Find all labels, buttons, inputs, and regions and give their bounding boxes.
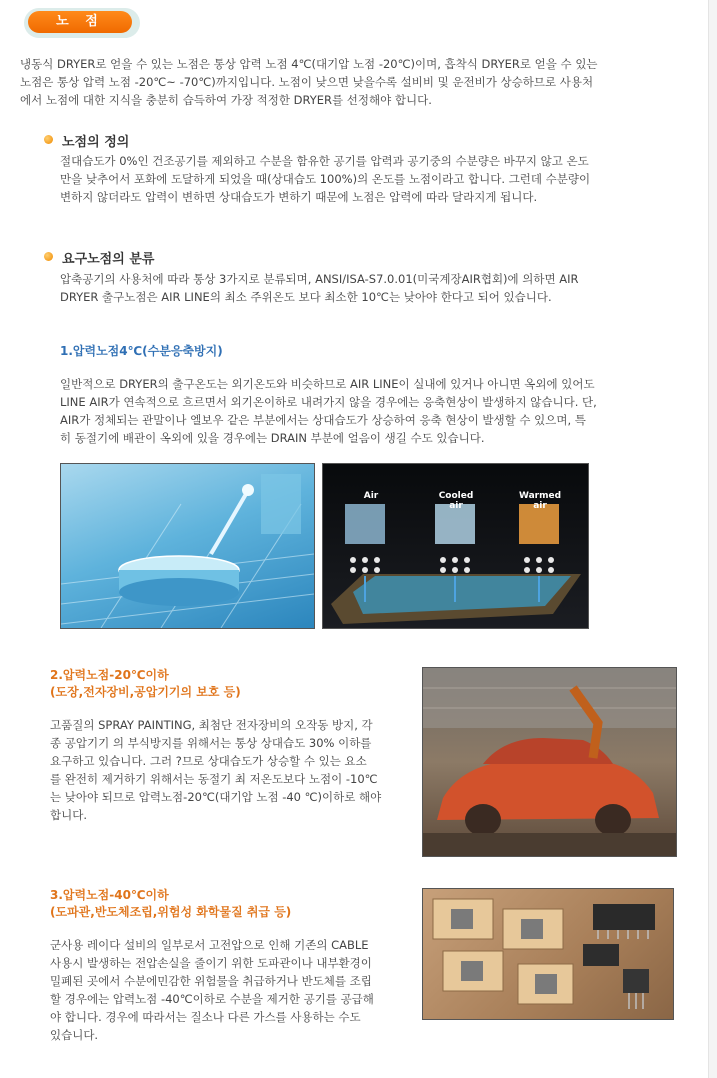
dew-point-diagram	[322, 463, 589, 629]
intro-paragraph: 냉동식 DRYER로 얻을 수 있는 노점은 통상 압력 노점 4℃(대기압 노점 -20℃)이며, 흡착식 DRYER로 얻을 수 있는 노점은 통상 압력 노점 -20℃~ -70℃)까지입니다. 노점이 낮으면 낮을수록 설비비 및 운전비가 상승하므로 사용처 에서 노점에 대한 지식을 충분히 습득하여 가장 적정한 DRYER를 선정해야 합니다.	[20, 57, 598, 107]
diagram-label-cooled-air: Cooled air	[438, 491, 474, 511]
section-heading-definition: 노점의 정의	[62, 135, 130, 150]
page-title: 노 점	[28, 11, 132, 33]
item1-heading: 1.압력노점4℃(수분응축방지)	[60, 344, 223, 358]
semiconductor-photo	[422, 888, 674, 1020]
section-body-definition: 절대습도가 0%인 건조공기를 제외하고 수분을 함유한 공기를 압력과 공기중의 수분량은 바꾸지 않고 온도 만을 낮추어서 포화에 도달하게 되었을 때(상대습도 100%)의 온도를 노점이라고 합니다. 그런데 수분량이 변하지 않더라도 압력이 변하면 상대습도가 변하기 때문에 노점은 압력에 따라 달라지게 됩니다.	[60, 154, 591, 204]
item1-body: 일반적으로 DRYER의 출구온도는 외기온도와 비슷하므로 AIR LINE이 실내에 있거나 아니면 옥외에 있어도 LINE AIR가 연속적으로 흐르면서 외기온이하로 내려가지 않을 경우에는 응축현상이 발생하지 않습니다. 단, AIR가 정체되는 관말이나 엘보우 같은 부분에서는 상대습도가 상승하여 응축 현상이 발생할 수 있으며, 특 히 동절기에 배관이 옥외에 있을 경우에는 DRAIN 부분에 얼음이 생길 수도 있습니다.	[60, 377, 597, 445]
diagram-label-air: Air	[363, 491, 379, 501]
machine-photo	[60, 463, 315, 629]
scrollbar[interactable]	[708, 0, 717, 1078]
diagram-label-warmed-air: Warmed air	[519, 491, 562, 511]
item2-heading: 2.압력노점-20℃이하 (도장,전자장비,공압기기의 보호 등)	[50, 668, 241, 699]
section-heading-classification: 요구노점의 분류	[62, 252, 155, 267]
page-title-badge	[24, 8, 140, 38]
bullet-icon	[44, 252, 53, 261]
item2-body: 고품질의 SPRAY PAINTING, 최첨단 전자장비의 오작동 방지, 각 종 공압기기 의 부식방지를 위해서는 통상 상대습도 30% 이하를 요구하고 있습니다. 그러 ?므로 상대습도가 상승할 수 있는 요소 를 완전히 제거하기 위해서는 동절기 최 저온도보다 노점이 -10℃ 는 낮아야 되므로 압력노점-20℃(대기압 노점 -40 ℃)이하로 해야 합니다.	[50, 718, 382, 822]
item3-body: 군사용 레이다 설비의 일부로서 고전압으로 인해 기존의 CABLE 사용시 발생하는 전압손실을 줄이기 위한 도파관이나 내부환경이 밀폐된 곳에서 수분에민감한 위험물을 취급하거나 반도체를 조립 할 경우에는 압력노점 -40℃이하로 수분을 제거한 공기를 공급해 야 합니다. 경우에 따라서는 질소나 다른 가스를 사용하는 수도 있습니다.	[50, 938, 374, 1042]
section-body-classification: 압축공기의 사용처에 따라 통상 3가지로 분류되며, ANSI/ISA-S7.0.01(미국계장AIR협회)에 의하면 AIR DRYER 출구노점은 AIR LINE의 최소 주위온도 보다 최소한 10℃는 낮아야 한다고 되어 있습니다.	[60, 272, 579, 304]
item3-heading: 3.압력노점-40℃이하 (도파관,반도체조립,위험성 화학물질 취급 등)	[50, 888, 292, 919]
spray-painting-photo	[422, 667, 677, 857]
bullet-icon	[44, 135, 53, 144]
